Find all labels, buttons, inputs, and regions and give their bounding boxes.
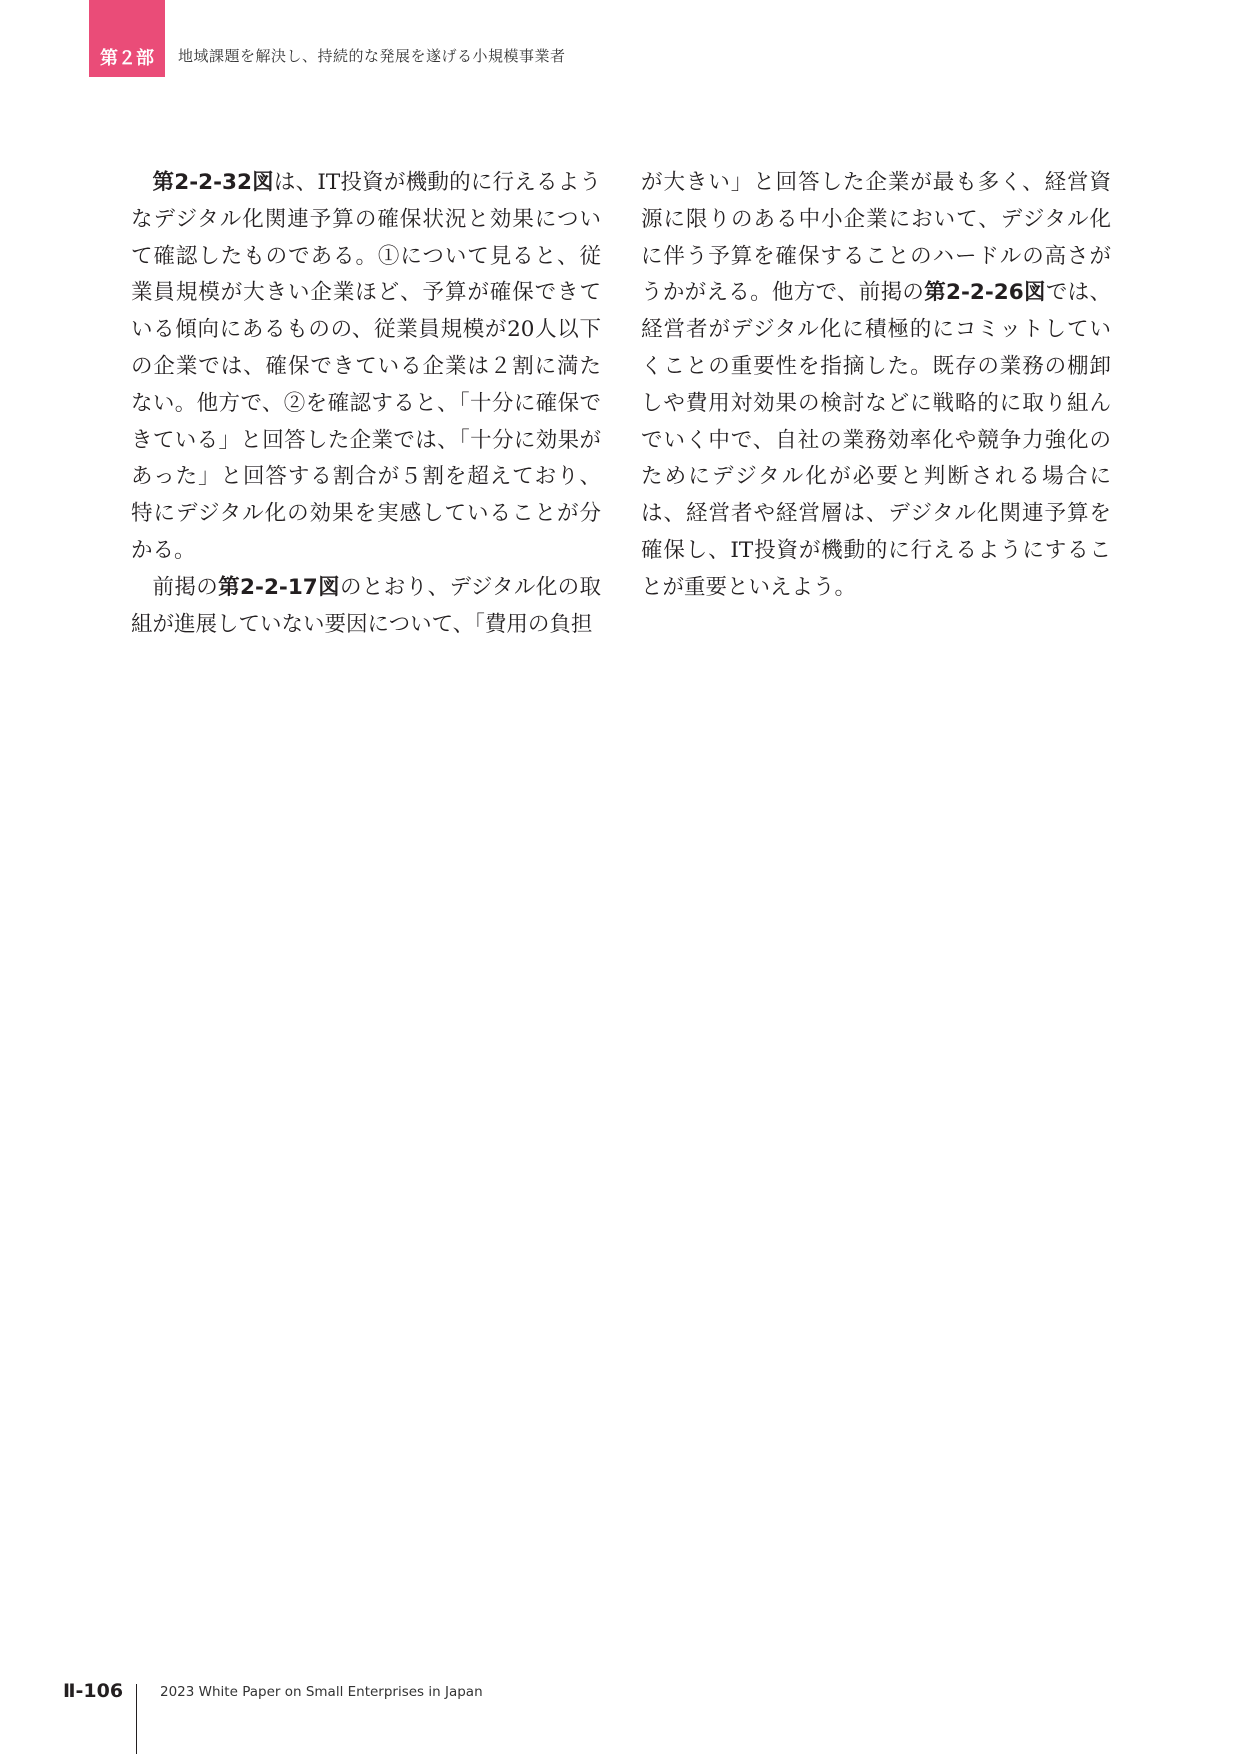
paragraph xyxy=(131,165,601,570)
text-column-left xyxy=(131,165,601,643)
part-label: 第２部 xyxy=(100,47,154,69)
figure-reference-link[interactable]: 第2-2-32図 xyxy=(152,170,274,195)
paragraph-text: が大きい」と回答した企業が最も多く、経営資源に限りのある中小企業において、デジタル化に伴う予算を確保することのハードルの高さがうかがえる。他方で、前掲の xyxy=(641,170,1111,306)
paragraph-text: では、経営者がデジタル化に積極的にコミットしていくことの重要性を指摘した。既存の業務の棚卸しや費用対効果の検討などに戦略的に取り組んでいく中で、自社の業務効率化や競争力強化のためにデジタル化が必要と判断される場合には、経営者や経営層は、デジタル化関連予算を確保し、IT投資が機動的に行えるようにすることが重要といえよう。 xyxy=(641,280,1111,600)
figure-reference-link[interactable]: 第2-2-17図 xyxy=(218,574,341,600)
running-header-title: 地域課題を解決し、持続的な発展を遂げる小規模事業者 xyxy=(178,47,566,65)
text-column-right xyxy=(641,165,1111,607)
publication-title: 2023 White Paper on Small Enterprises in Japan xyxy=(160,1684,483,1700)
figure-reference-link[interactable]: 第2-2-26図 xyxy=(924,280,1046,306)
part-label-tab xyxy=(89,0,165,77)
footer-divider xyxy=(136,1684,137,1754)
paragraph xyxy=(131,570,601,644)
paragraph-text: のとおり、デジタル化の取組が進展していない要因について、「費用の負担 xyxy=(131,574,601,637)
paragraph-text: は、IT投資が機動的に行えるようなデジタル化関連予算の確保状況と効果について確認したものである。①について見ると、従業員規模が大きい企業ほど、予算が確保できている傾向にあるものの、従業員規模が20人以下の企業では、確保できている企業は２割に満たない。他方で、②を確認すると、「十分に確保できている」と回答した企業では、「十分に効果があった」と回答する割合が５割を超えており、特にデジタル化の効果を実感していることが分かる。 xyxy=(131,170,601,563)
paragraph-text: 前掲の xyxy=(152,574,219,600)
page-number: Ⅱ-106 xyxy=(63,1680,124,1702)
paragraph xyxy=(641,165,1111,607)
